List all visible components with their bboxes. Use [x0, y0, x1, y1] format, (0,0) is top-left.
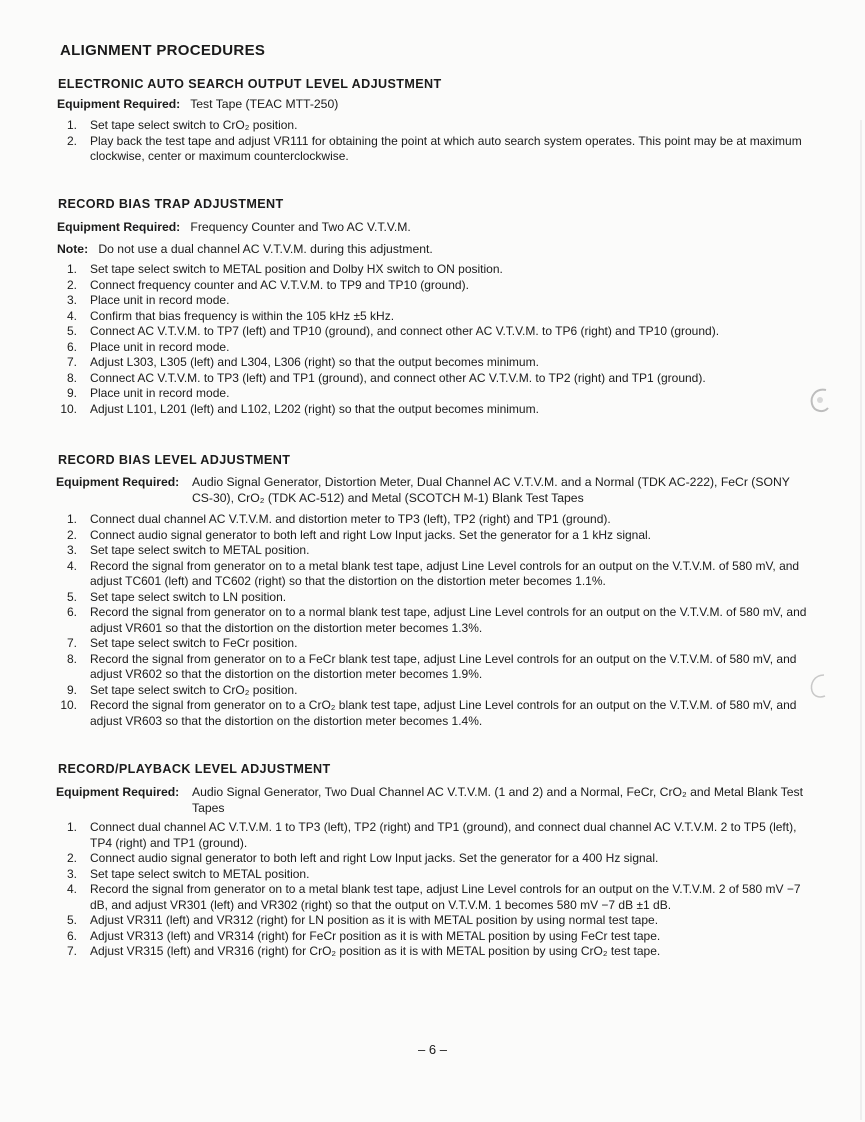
- step-item: [56, 309, 814, 325]
- step-text: Adjust VR313 (left) and VR314 (right) for FeCr position as it is with METAL position by using FeCr test tape.: [90, 928, 661, 943]
- step-number: 1.: [66, 118, 77, 132]
- note-text: Do not use a dual channel AC V.T.V.M. during this adjustment.: [98, 242, 433, 256]
- step-item: [56, 559, 814, 590]
- step-number: 8.: [66, 651, 77, 666]
- step-number: 2.: [66, 277, 77, 292]
- step-number: 1.: [66, 512, 77, 526]
- equipment-text: Audio Signal Generator, Distortion Meter, Dual Channel AC V.T.V.M. and a Normal (TDK AC-222), FeCr (SONY CS-30), CrO₂ (TDK AC-512) and Metal (SCOTCH M-1) Blank Test Tapes: [192, 475, 790, 505]
- step-item: [56, 605, 814, 636]
- step-item: [56, 636, 814, 652]
- step-text: Set tape select switch to METAL position.: [90, 866, 310, 881]
- step-text: Connect audio signal generator to both left and right Low Input jacks. Set the generator for a 1 kHz signal.: [90, 527, 652, 542]
- equipment-required: [57, 219, 411, 235]
- page-number: – 6 –: [418, 1042, 447, 1057]
- note-label: Note:: [57, 242, 89, 256]
- steps-list: [56, 512, 814, 729]
- equipment-label: Equipment Required:: [57, 97, 181, 111]
- step-number: 10.: [60, 401, 77, 416]
- step-item: [56, 512, 814, 528]
- equipment-text: Audio Signal Generator, Two Dual Channel AC V.T.V.M. (1 and 2) and a Normal, FeCr, CrO₂ and Metal Blank Test Tapes: [192, 785, 804, 815]
- step-item: [56, 262, 814, 278]
- step-item: [56, 652, 814, 683]
- step-text: Place unit in record mode.: [90, 293, 230, 307]
- step-text: Connect AC V.T.V.M. to TP7 (left) and TP10 (ground), and connect other AC V.T.V.M. to TP6 (right) and TP10 (ground).: [90, 324, 720, 338]
- step-item: [56, 340, 814, 356]
- step-number: 5.: [66, 913, 77, 927]
- step-text: Record the signal from generator on to a CrO₂ blank test tape, adjust Line Level controls for an output on the V.T.V.M. of 580 mV, and adjust VR603 so that the distortion on the distortion meter becomes 1.4%.: [90, 698, 797, 728]
- step-number: 3.: [66, 866, 77, 881]
- equipment-required: [56, 474, 816, 506]
- step-text: Adjust L303, L305 (left) and L304, L306 (right) so that the output becomes minimum.: [90, 355, 539, 369]
- page-title: ALIGNMENT PROCEDURES: [60, 42, 266, 59]
- step-item: [56, 528, 814, 544]
- steps-list: [56, 820, 814, 960]
- step-number: 5.: [66, 324, 77, 338]
- step-number: 4.: [66, 882, 77, 896]
- step-text: Set tape select switch to LN position.: [90, 589, 287, 604]
- equipment-label: Equipment Required:: [57, 220, 181, 234]
- equipment-required: [57, 96, 338, 112]
- step-item: [56, 590, 814, 606]
- equipment-label: Equipment Required:: [56, 785, 180, 799]
- step-text: Connect AC V.T.V.M. to TP3 (left) and TP1 (ground), and connect other AC V.T.V.M. to TP2 (right) and TP1 (ground).: [90, 370, 706, 385]
- step-number: 1.: [66, 820, 77, 834]
- step-number: 2.: [66, 527, 77, 542]
- step-number: 3.: [66, 543, 77, 557]
- equipment-text: Test Tape (TEAC MTT-250): [190, 97, 339, 111]
- step-text: Connect frequency counter and AC V.T.V.M. to TP9 and TP10 (ground).: [90, 277, 469, 292]
- step-text: Confirm that bias frequency is within the 105 kHz ±5 kHz.: [90, 308, 395, 323]
- step-item: [56, 386, 814, 402]
- step-text: Record the signal from generator on to a normal blank test tape, adjust Line Level controls for an output on the V.T.V.M. of 580 mV, and adjust VR601 so that the distortion on the distortion meter becomes 1.3%.: [90, 605, 807, 635]
- step-number: 6.: [66, 605, 77, 619]
- step-item: [56, 293, 814, 309]
- step-item: [56, 371, 814, 387]
- step-text: Place unit in record mode.: [90, 339, 230, 354]
- step-number: 3.: [66, 293, 77, 307]
- step-text: Set tape select switch to CrO₂ position.: [90, 118, 298, 132]
- step-number: 10.: [60, 698, 77, 712]
- step-number: 5.: [66, 589, 77, 604]
- step-item: [56, 882, 814, 913]
- step-number: 7.: [66, 636, 77, 650]
- step-item: [56, 355, 814, 371]
- step-text: Set tape select switch to METAL position.: [90, 543, 310, 557]
- step-number: 2.: [66, 133, 77, 148]
- step-text: Record the signal from generator on to a metal blank test tape, adjust Line Level controls for an output on the V.T.V.M. of 580 mV, and adjust TC601 (left) and TC602 (right) so that the distortion on the distortion meter becomes 1.1%.: [90, 558, 800, 588]
- step-item: [56, 698, 814, 729]
- steps-list: [56, 118, 814, 165]
- step-text: Adjust VR311 (left) and VR312 (right) for LN position as it is with METAL position by using normal test tape.: [90, 913, 659, 927]
- step-text: Adjust VR315 (left) and VR316 (right) for CrO₂ position as it is with METAL position by using CrO₂ test tape.: [90, 944, 661, 958]
- step-number: 6.: [66, 928, 77, 943]
- step-text: Adjust L101, L201 (left) and L102, L202 (right) so that the output becomes minimum.: [90, 401, 539, 416]
- step-item: [56, 683, 814, 699]
- step-text: Place unit in record mode.: [90, 386, 230, 400]
- step-item: [56, 543, 814, 559]
- step-number: 4.: [66, 308, 77, 323]
- step-number: 9.: [66, 682, 77, 697]
- step-item: [56, 134, 814, 165]
- step-number: 1.: [66, 262, 77, 276]
- step-item: [56, 820, 814, 851]
- step-item: [56, 944, 814, 960]
- step-text: Play back the test tape and adjust VR111 for obtaining the point at which auto search system operates. This point may be at maximum clockwise, center or maximum counterclockwise.: [90, 133, 802, 163]
- step-number: 8.: [66, 370, 77, 385]
- section-heading: RECORD/PLAYBACK LEVEL ADJUSTMENT: [58, 762, 331, 776]
- step-item: [56, 867, 814, 883]
- step-text: Set tape select switch to FeCr position.: [90, 636, 298, 650]
- section-heading: ELECTRONIC AUTO SEARCH OUTPUT LEVEL ADJUSTMENT: [58, 77, 442, 91]
- step-number: 9.: [66, 386, 77, 400]
- step-item: [56, 851, 814, 867]
- step-text: Record the signal from generator on to a FeCr blank test tape, adjust Line Level controls for an output on the V.T.V.M. of 580 mV, and adjust VR602 so that the distortion on the distortion meter becomes 1.9%.: [90, 651, 797, 681]
- equipment-label: Equipment Required:: [56, 475, 180, 489]
- steps-list: [56, 262, 814, 417]
- step-text: Record the signal from generator on to a metal blank test tape, adjust Line Level controls for an output on the V.T.V.M. 2 of 580 mV −7 dB, and adjust VR301 (left) and VR302 (right) so that the output on V.T.V.M. 1 becomes 580 mV −7 dB ±1 dB.: [90, 882, 801, 912]
- step-number: 2.: [66, 851, 77, 865]
- step-number: 7.: [66, 944, 77, 958]
- step-number: 7.: [66, 355, 77, 369]
- scan-mark: [806, 386, 834, 416]
- section-heading: RECORD BIAS TRAP ADJUSTMENT: [58, 197, 284, 211]
- scan-edge: [858, 120, 864, 1120]
- step-item: [56, 324, 814, 340]
- step-item: [56, 278, 814, 294]
- step-item: [56, 118, 814, 134]
- step-number: 4.: [66, 558, 77, 573]
- step-item: [56, 929, 814, 945]
- step-number: 6.: [66, 339, 77, 354]
- step-text: Set tape select switch to METAL position and Dolby HX switch to ON position.: [90, 262, 503, 276]
- note: [57, 241, 433, 257]
- equipment-text: Frequency Counter and Two AC V.T.V.M.: [190, 220, 411, 234]
- section-heading: RECORD BIAS LEVEL ADJUSTMENT: [58, 453, 291, 467]
- scan-mark: [806, 672, 830, 700]
- step-text: Connect dual channel AC V.T.V.M. 1 to TP3 (left), TP2 (right) and TP1 (ground), and connect dual channel AC V.T.V.M. 2 to TP5 (left), TP4 (right) and TP1 (ground).: [90, 820, 797, 850]
- step-item: [56, 913, 814, 929]
- step-text: Set tape select switch to CrO₂ position.: [90, 682, 298, 697]
- step-text: Connect audio signal generator to both left and right Low Input jacks. Set the generator for a 400 Hz signal.: [90, 851, 659, 865]
- step-item: [56, 402, 814, 418]
- equipment-required: [56, 784, 816, 816]
- step-text: Connect dual channel AC V.T.V.M. and distortion meter to TP3 (left), TP2 (right) and TP1 (ground).: [90, 512, 611, 526]
